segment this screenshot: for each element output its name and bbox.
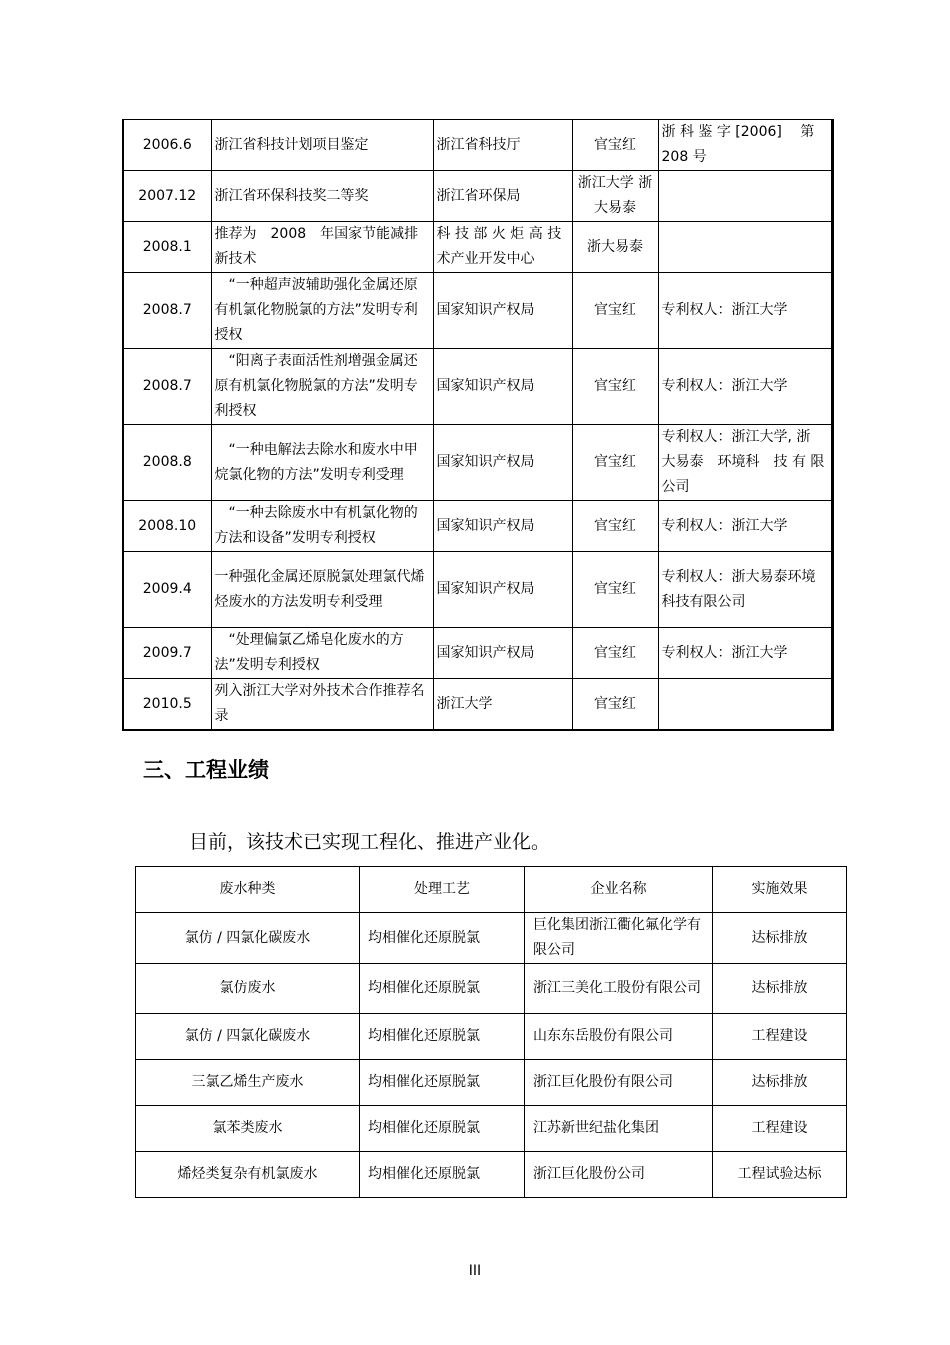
column-header-result: 实施效果 (713, 867, 847, 913)
wastewater-type: 氯仿 / 四氯化碳废水 (136, 913, 360, 964)
table-row (123, 679, 832, 731)
company: 浙江巨化股份有限公司 (525, 1060, 713, 1106)
table-row (123, 222, 832, 273)
award-item: “一种去除废水中有机氯化物的方法和设备”发明专利授权 (211, 501, 433, 552)
table-row (136, 1152, 847, 1198)
award-note: 专利权人：浙江大学 (658, 628, 832, 679)
column-header-process: 处理工艺 (360, 867, 525, 913)
award-holder: 官宝红 (572, 552, 658, 628)
process: 均相催化还原脱氯 (360, 964, 525, 1014)
table-row (136, 913, 847, 964)
wastewater-type: 氯仿废水 (136, 964, 360, 1014)
award-issuer: 国家知识产权局 (433, 273, 572, 349)
wastewater-type: 三氯乙烯生产废水 (136, 1060, 360, 1106)
award-date: 2008.1 (123, 222, 211, 273)
award-item: 一种强化金属还原脱氯处理氯代烯烃废水的方法发明专利受理 (211, 552, 433, 628)
wastewater-type: 氯苯类废水 (136, 1106, 360, 1152)
table-row (136, 1014, 847, 1060)
table-row (123, 120, 832, 171)
award-note: 专利权人：浙江大学, 浙 大易泰 环境科 技 有 限公司 (658, 425, 832, 501)
award-holder: 官宝红 (572, 120, 658, 171)
award-issuer: 国家知识产权局 (433, 552, 572, 628)
company: 山东东岳股份有限公司 (525, 1014, 713, 1060)
award-holder: 官宝红 (572, 273, 658, 349)
award-date: 2008.10 (123, 501, 211, 552)
award-date: 2007.12 (123, 171, 211, 222)
result: 工程建设 (713, 1014, 847, 1060)
process: 均相催化还原脱氯 (360, 1152, 525, 1198)
result: 工程建设 (713, 1106, 847, 1152)
table-row (123, 425, 832, 501)
award-date: 2010.5 (123, 679, 211, 731)
award-note: 浙 科 鉴 字 [2006] 第 208 号 (658, 120, 832, 171)
award-issuer: 国家知识产权局 (433, 628, 572, 679)
award-holder: 官宝红 (572, 501, 658, 552)
award-issuer: 国家知识产权局 (433, 425, 572, 501)
section-heading: 三、工程业绩 (143, 758, 269, 782)
table-row (136, 1106, 847, 1152)
process: 均相催化还原脱氯 (360, 1060, 525, 1106)
award-issuer: 浙江大学 (433, 679, 572, 731)
award-date: 2008.8 (123, 425, 211, 501)
award-note: 专利权人：浙江大学 (658, 273, 832, 349)
award-note: 专利权人：浙江大学 (658, 349, 832, 425)
page-number: III (468, 1263, 482, 1279)
award-holder: 浙江大学 浙大易泰 (572, 171, 658, 222)
award-item: “一种超声波辅助强化金属还原有机氯化物脱氯的方法”发明专利授权 (211, 273, 433, 349)
table-row (123, 628, 832, 679)
award-holder: 官宝红 (572, 628, 658, 679)
award-item: 推荐为 2008 年国家节能减排新技术 (211, 222, 433, 273)
table-row (123, 501, 832, 552)
intro-paragraph: 目前，该技术已实现工程化、推进产业化。 (189, 831, 551, 853)
company: 浙江巨化股份公司 (525, 1152, 713, 1198)
award-issuer: 浙江省科技厅 (433, 120, 572, 171)
table-row (136, 1060, 847, 1106)
table-row (123, 171, 832, 222)
table-row (136, 964, 847, 1014)
result: 达标排放 (713, 913, 847, 964)
table-header-row (136, 867, 847, 913)
award-date: 2006.6 (123, 120, 211, 171)
award-issuer: 科 技 部 火 炬 高 技 术产业开发中心 (433, 222, 572, 273)
award-item: “处理偏氯乙烯皂化废水的方法”发明专利授权 (211, 628, 433, 679)
result: 工程试验达标 (713, 1152, 847, 1198)
award-note: 专利权人：浙江大学 (658, 501, 832, 552)
award-holder: 官宝红 (572, 349, 658, 425)
award-date: 2009.7 (123, 628, 211, 679)
column-header-company: 企业名称 (525, 867, 713, 913)
award-issuer: 浙江省环保局 (433, 171, 572, 222)
company: 江苏新世纪盐化集团 (525, 1106, 713, 1152)
table-row (123, 552, 832, 628)
projects-table (135, 866, 847, 1198)
process: 均相催化还原脱氯 (360, 1106, 525, 1152)
column-header-wastewater-type: 废水种类 (136, 867, 360, 913)
award-item: 列入浙江大学对外技术合作推荐名录 (211, 679, 433, 731)
result: 达标排放 (713, 964, 847, 1014)
awards-table (122, 119, 834, 731)
award-item: 浙江省科技计划项目鉴定 (211, 120, 433, 171)
award-item: 浙江省环保科技奖二等奖 (211, 171, 433, 222)
award-holder: 浙大易泰 (572, 222, 658, 273)
wastewater-type: 烯烃类复杂有机氯废水 (136, 1152, 360, 1198)
award-note (658, 679, 832, 731)
award-date: 2008.7 (123, 349, 211, 425)
company: 巨化集团浙江衢化氟化学有限公司 (525, 913, 713, 964)
award-issuer: 国家知识产权局 (433, 501, 572, 552)
award-holder: 官宝红 (572, 679, 658, 731)
award-item: “阳离子表面活性剂增强金属还原有机氯化物脱氯的方法”发明专利授权 (211, 349, 433, 425)
process: 均相催化还原脱氯 (360, 1014, 525, 1060)
award-issuer: 国家知识产权局 (433, 349, 572, 425)
award-note: 专利权人：浙大易泰环境科技有限公司 (658, 552, 832, 628)
table-row (123, 349, 832, 425)
wastewater-type: 氯仿 / 四氯化碳废水 (136, 1014, 360, 1060)
award-note (658, 171, 832, 222)
table-row (123, 273, 832, 349)
process: 均相催化还原脱氯 (360, 913, 525, 964)
award-date: 2009.4 (123, 552, 211, 628)
award-note (658, 222, 832, 273)
award-holder: 官宝红 (572, 425, 658, 501)
result: 达标排放 (713, 1060, 847, 1106)
company: 浙江三美化工股份有限公司 (525, 964, 713, 1014)
award-date: 2008.7 (123, 273, 211, 349)
award-item: “一种电解法去除水和废水中甲烷氯化物的方法”发明专利受理 (211, 425, 433, 501)
